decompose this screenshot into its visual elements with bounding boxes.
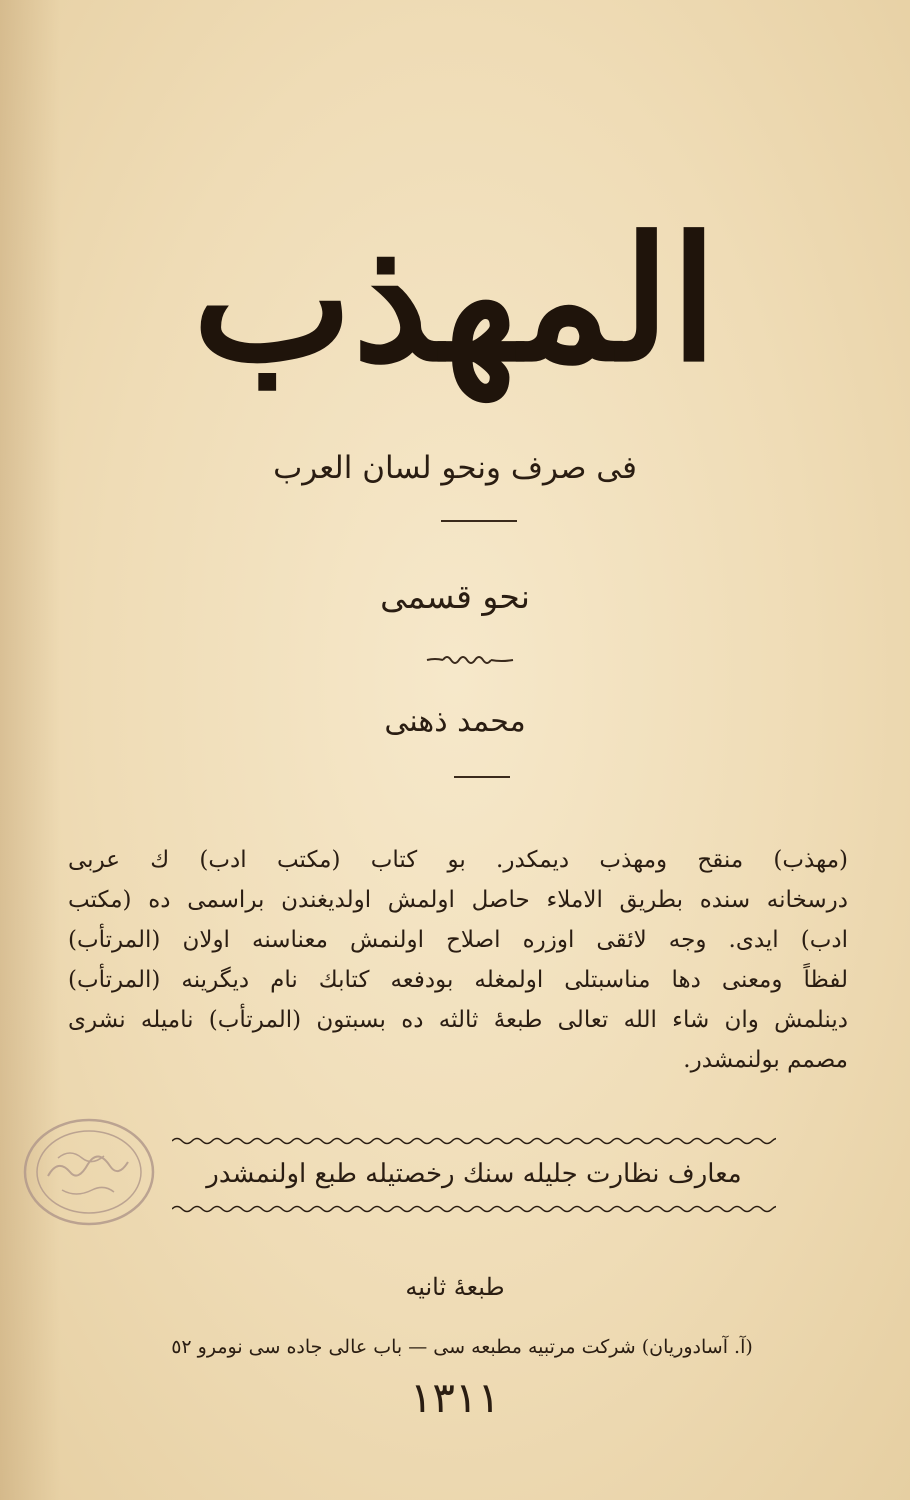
paragraph-line: درسخانه سنده بطریق الاملاء حاصل اولمش اولدیغندن براسمی ده (مکتب — [68, 887, 848, 913]
permission-notice: معارف نظارت جلیله سنك رخصتیله طبع اولنمشدر — [206, 1159, 742, 1189]
permission-notice-box — [172, 1136, 776, 1214]
edition-label: طبعهٔ ثانیه — [405, 1273, 505, 1301]
wavy-border-top — [172, 1136, 776, 1146]
paragraph-line: مصمم بولنمشدر. — [683, 1047, 848, 1073]
paragraph-line: دینلمش وان شاء الله تعالی طبعهٔ ثالثه ده بسبتون (المرتأب) نامیله نشری — [68, 1007, 848, 1033]
library-stamp — [18, 1114, 160, 1230]
printer-imprint: (آ. آسادوریان) شرکت مرتبیه مطبعه سی — باب عالی جاده سی نومرو ٥٢ — [171, 1336, 753, 1358]
ornament-divider — [425, 652, 515, 668]
paragraph-line: ادب) ایدی. وجه لائقی اوزره اصلاح اولنمش معناسنه اولان (المرتأب) — [68, 927, 848, 953]
divider-rule — [454, 776, 510, 778]
section-name: نحو قسمی — [380, 577, 530, 616]
divider-rule — [441, 520, 517, 522]
paragraph-line: (مهذب) منقح ومهذب دیمکدر. بو کتاب (مکتب ادب) ك عربی — [68, 847, 848, 873]
publication-year: ١٣١١ — [409, 1373, 501, 1422]
wavy-border-bottom — [172, 1204, 776, 1214]
paragraph-line: لفظاً ومعنی دها مناسبتلی اولمغله بودفعه کتابك نام دیگرینه (المرتأب) — [68, 967, 848, 993]
preface-paragraph — [68, 840, 848, 1080]
book-subtitle: فی صرف ونحو لسان العرب — [273, 450, 637, 486]
book-title: المهذب — [192, 200, 718, 400]
author-name: محمد ذهنی — [384, 704, 526, 739]
